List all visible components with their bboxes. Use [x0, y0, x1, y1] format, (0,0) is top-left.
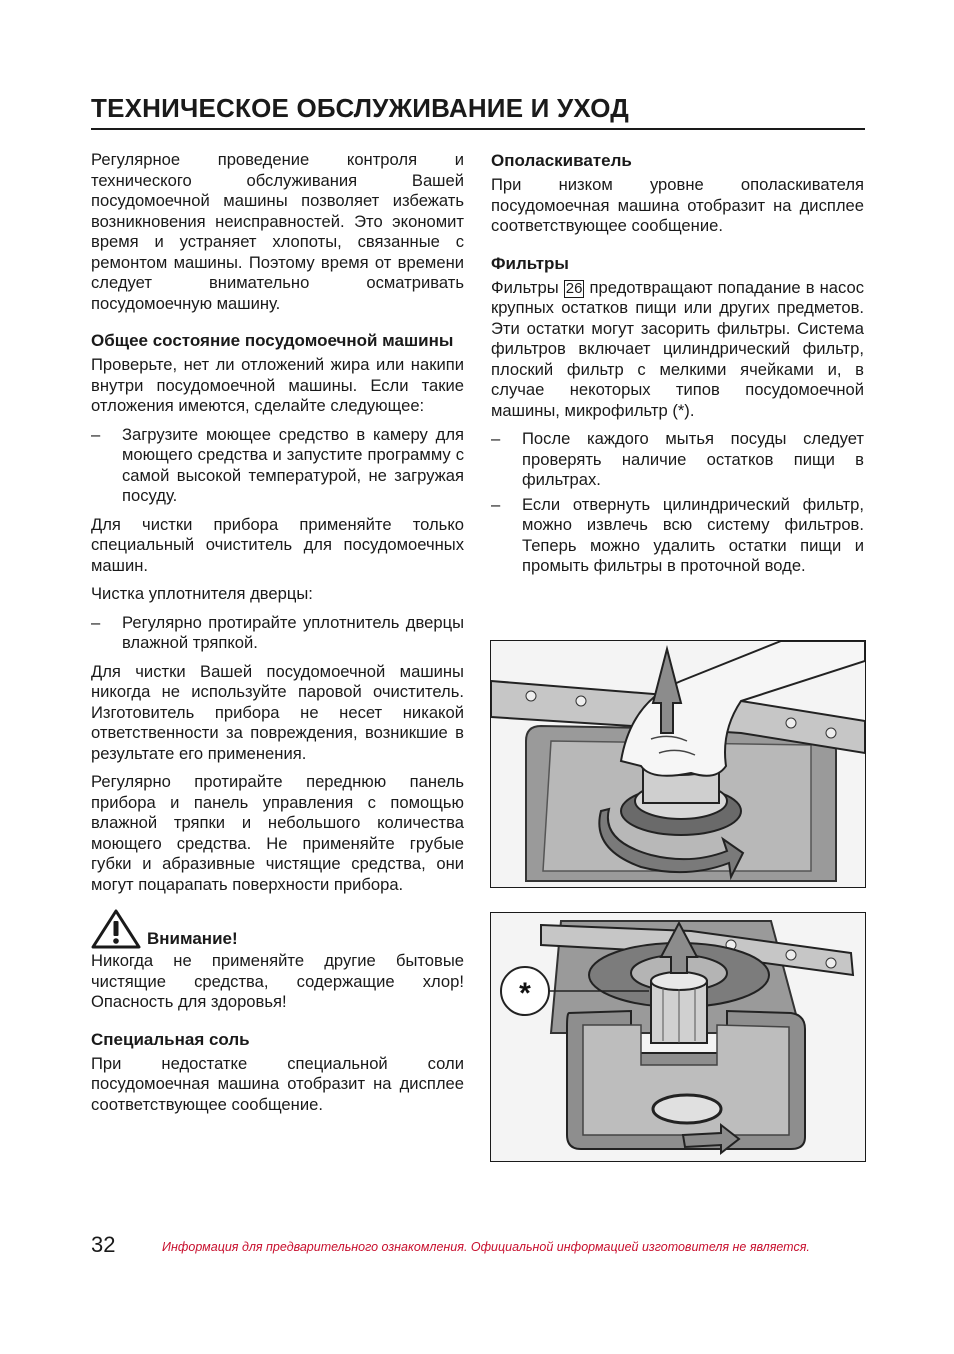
warning-title: Внимание! — [147, 929, 238, 948]
filter-unscrew-drawing — [491, 641, 865, 887]
intro-paragraph: Регулярное проведение контроля и технического обслуживания Вашей посудомоечной машины позволяет избежать возникновения неисправностей. Это экономит время и устраняет хлопоты, связанные с ремонтом машины. Поэтому время от времени следует внимательно осматривать посудомоечную машину. — [91, 150, 464, 313]
filters-list-item: – После каждого мытья посуды следует проверять наличие остатков пищи в фильтрах. — [491, 429, 864, 491]
filter-parts-drawing — [491, 913, 865, 1161]
page-title: ТЕХНИЧЕСКОЕ ОБСЛУЖИВАНИЕ И УХОД — [91, 92, 865, 130]
micro-filter-marker: * — [519, 977, 531, 1010]
filter-removal-illustration — [490, 640, 866, 888]
salt-heading: Специальная соль — [91, 1029, 250, 1049]
salt-paragraph: При недостатке специальной соли посудомоечная машина отобразит на дисплее соответствующее сообщение. — [91, 1053, 464, 1114]
steam-paragraph: Для чистки Вашей посудомоечной машины никогда не используйте паровой очиститель. Изготовитель прибора не несет никакой ответственности за повреждения, возникшие в результате его применения. — [91, 661, 464, 763]
general-paragraph-1: Проверьте, нет ли отложений жира или накипи внутри посудомоечной машины. Если такие отложения имеются, сделайте следующее: — [91, 355, 464, 415]
rinse-paragraph: При низком уровне ополаскивателя посудомоечная машина отобразит на дисплее соответствующее сообщение. — [491, 175, 864, 235]
filters-paragraph — [491, 278, 864, 422]
general-heading: Общее состояние посудомоечной машины — [91, 331, 454, 350]
page-number: 32 — [91, 1232, 116, 1257]
panel-paragraph: Регулярно протирайте переднюю панель прибора и панель управления с помощью влажной тряпки и небольшого количества моющего средства. Не применяйте грубые губки и абразивные чистящие средства, они могут поцарапать поверхности прибора. — [91, 772, 464, 894]
seal-list-item: – Регулярно протирайте уплотнитель дверцы влажной тряпкой. — [91, 613, 464, 654]
rinse-heading: Ополаскиватель — [491, 151, 632, 170]
seal-paragraph: Чистка уплотнителя дверцы: — [91, 584, 313, 603]
general-paragraph-2: Для чистки прибора применяйте только специальный очиститель для посудомоечных машин. — [91, 514, 464, 575]
filters-pre: Фильтры — [491, 277, 559, 297]
footer-disclaimer: Информация для предварительного ознакомления. Официальной информацией изготовителя не является. — [162, 1240, 810, 1254]
filters-post: предотвращают попадание в насос крупных остатков пищи или других предметов. Эти остатки могут засорить фильтры. Система фильтров включает цилиндрический фильтр, плоский фильтр с мелкими ячейками и, в случае некоторых типов посудомоечной машины, микрофильтр (*). — [491, 277, 864, 420]
general-list — [91, 425, 464, 507]
left-column — [91, 150, 464, 1123]
filter-reference-number: 26 — [565, 279, 583, 297]
general-list-item: – Загрузите моющее средство в камеру для моющего средства и запустите программу с самой высокой температурой, не загружая посуду. — [91, 425, 464, 507]
seal-list — [91, 613, 464, 654]
filters-heading: Фильтры — [491, 253, 569, 273]
right-column — [491, 150, 864, 585]
filters-list-item: – Если отвернуть цилиндрический фильтр, можно извлечь всю систему фильтров. Теперь можно удалить остатки пищи и промыть фильтры в проточной воде. — [491, 495, 864, 577]
filters-list — [491, 429, 864, 577]
warning-text: Никогда не применяйте другие бытовые чистящие средства, содержащие хлор! Опасность для здоровья! — [91, 951, 464, 1011]
warning-triangle-icon — [91, 909, 141, 949]
warning-header — [91, 909, 464, 949]
filter-system-illustration — [490, 912, 866, 1162]
